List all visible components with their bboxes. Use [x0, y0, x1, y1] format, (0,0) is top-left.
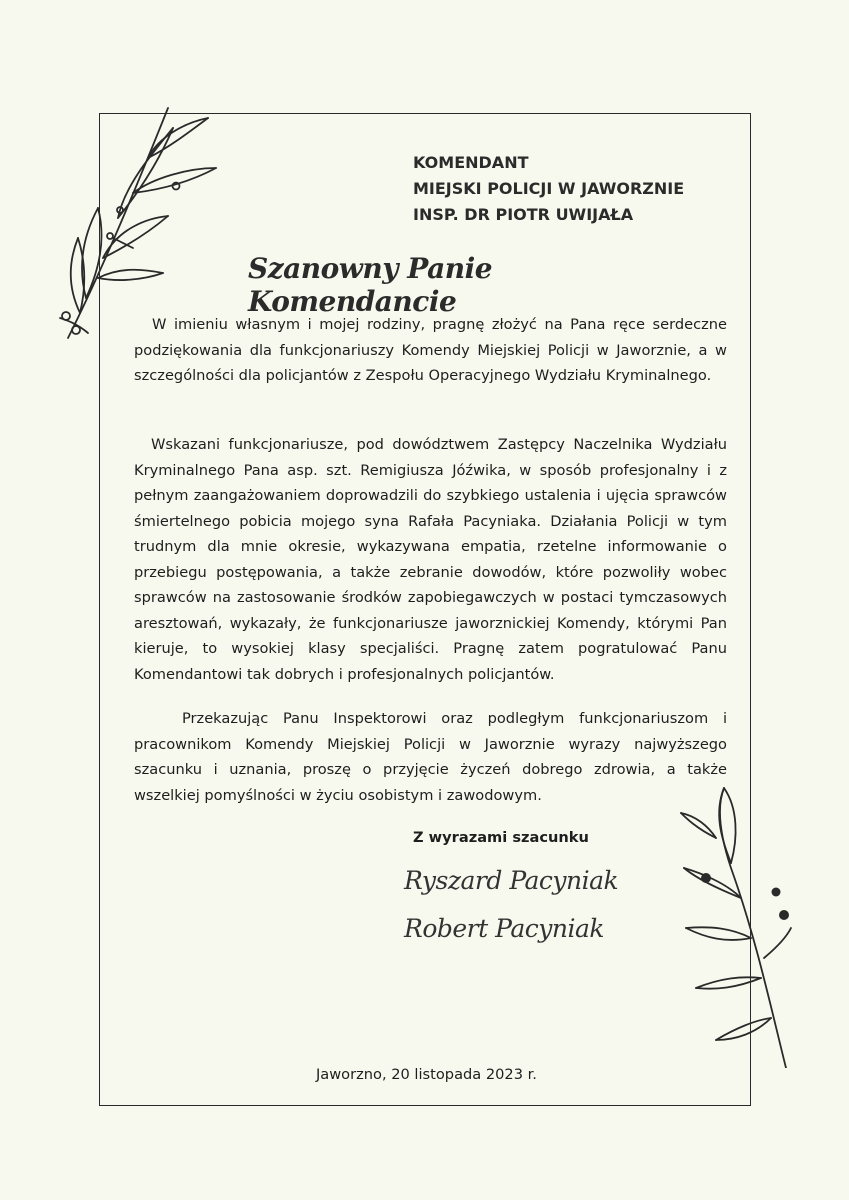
addressee-title: KOMENDANT — [413, 153, 529, 172]
signature-2: Robert Pacyniak — [404, 914, 604, 943]
addressee-institution: MIEJSKI POLICJI W JAWORZNIE — [413, 179, 685, 198]
botanical-branch-icon — [676, 778, 796, 1068]
paragraph-2: Wskazani funkcjonariusze, pod dowództwem Zastępcy Naczelnika Wydziału Kryminalnego Pana asp. szt. Remigiusza Jóźwika, w sposób profesjonalny i z pełnym zaangażowaniem doprowadzili do szybkiego ustalenia i ujęcia sprawców śmiertelnego pobicia mojego syna Rafała Pacyniaka. Działania Policji w tym trudnym dla mnie okresie, wykazywana empatia, rzetelne informowanie o przebiegu postępowania, a także zebranie dowodów, które pozwoliły wobec sprawców na zastosowanie środków zapobiegawczych w postaci tymczasowych aresztowań, wykazały, że funkcjonariusze jaworznickiej Komendy, którymi Pan kieruje, to wysokiej klasy specjaliści. Pragnę zatem pogratulować Panu Komendantowi tak dobrych i profesjonalnych policjantów. — [134, 436, 727, 683]
signature-1: Ryszard Pacyniak — [404, 866, 619, 895]
place-and-date: Jaworzno, 20 listopada 2023 r. — [316, 1066, 537, 1083]
greeting: Szanowny Panie Komendancie — [248, 252, 493, 318]
addressee-name: INSP. DR PIOTR UWIJAŁA — [413, 205, 634, 224]
paragraph-1: W imieniu własnym i mojej rodziny, pragnę złożyć na Pana ręce serdeczne podziękowania dla funkcjonariuszy Komendy Miejskiej Policji w Jaworznie, a w szczególności dla policjantów z Zespołu Operacyjnego Wydziału Kryminalnego. — [134, 316, 727, 384]
addressee-block — [413, 150, 684, 228]
paragraph-3: Przekazując Panu Inspektorowi oraz podległym funkcjonariuszom i pracownikom Komendy Miejskiej Policji w Jaworznie wyrazy najwyższego szacunku i uznania, proszę o przyjęcie życzeń dobrego zdrowia, a także wszelkiej pomyślności w życiu osobistym i zawodowym. — [134, 710, 727, 804]
closing-phrase: Z wyrazami szacunku — [413, 829, 589, 846]
